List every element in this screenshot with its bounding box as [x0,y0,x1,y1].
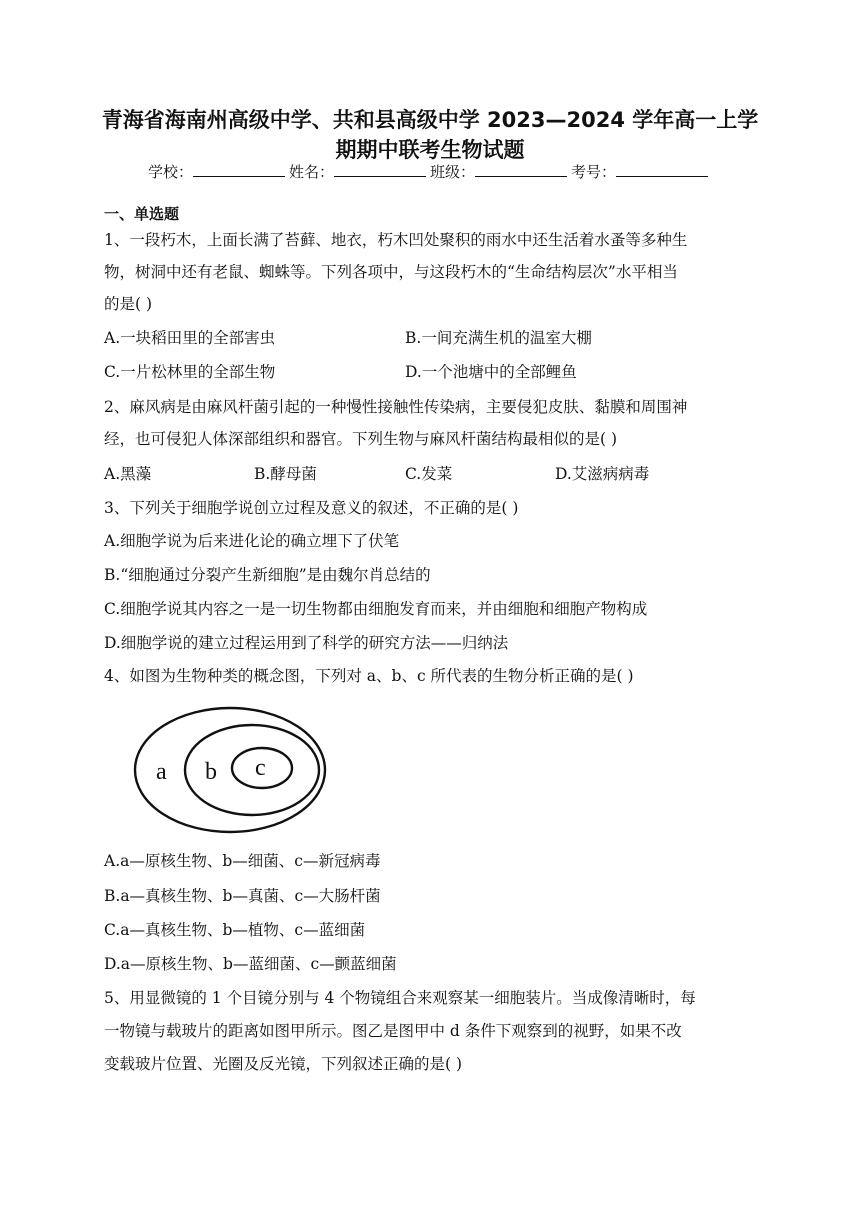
q5-stem-line2: 一物镜与载玻片的距离如图甲所示。图乙是图甲中 d 条件下观察到的视野，如果不改 [104,1022,682,1040]
number-label: 考号： [571,163,617,181]
name-label: 姓名： [288,163,334,181]
q2-stem-line2: 经，也可侵犯人体深部组织和器官。下列生物与麻风杆菌结构最相似的是( ) [104,430,618,448]
q5-stem-line3: 变载玻片位置、光圈及反光镜，下列叙述正确的是( ) [104,1055,463,1073]
q3-option-a: A.细胞学说为后来进化论的确立埋下了伏笔 [104,532,400,550]
q2-option-b: B.酵母菌 [254,465,317,483]
school-label: 学校： [147,163,193,181]
q1-stem-line3: 的是( ) [104,295,153,313]
q3-stem-line1: 3、下列关于细胞学说创立过程及意义的叙述，不正确的是( ) [104,499,519,517]
q1-option-b: B.一间充满生机的温室大棚 [405,329,592,347]
name-blank[interactable] [334,161,426,177]
q2-option-a: A.黑藻 [104,465,152,483]
class-label: 班级： [430,163,476,181]
label-a: a [156,759,167,785]
q4-option-c: C.a—真核生物、b—植物、c—蓝细菌 [104,921,366,939]
q2-option-c: C.发菜 [405,465,453,483]
school-blank[interactable] [193,161,285,177]
class-blank[interactable] [475,161,567,177]
q3-option-d: D.细胞学说的建立过程运用到了科学的研究方法——归纳法 [104,634,509,652]
number-blank[interactable] [616,161,708,177]
q5-stem-line1: 5、用显微镜的 1 个目镜分别与 4 个物镜组合来观察某一细胞装片。当成像清晰时，每 [104,989,696,1007]
q1-stem-line1: 1、一段朽木，上面长满了苔藓、地衣，朽木凹处聚积的雨水中还生活着水蚤等多种生 [104,231,688,249]
q1-option-a: A.一块稻田里的全部害虫 [104,329,276,347]
q4-option-a: A.a—原核生物、b—细菌、c—新冠病毒 [104,852,381,870]
section-title: 一、单选题 [104,205,180,223]
exam-title-line2: 期期中联考生物试题 [335,138,525,162]
label-b: b [205,759,217,785]
q3-option-c: C.细胞学说其内容之一是一切生物都由细胞发育而来，并由细胞和细胞产物构成 [104,600,648,618]
q4-option-b: B.a—真核生物、b—真菌、c—大肠杆菌 [104,887,381,905]
q1-option-c: C.一片松林里的全部生物 [104,363,276,381]
q1-option-d: D.一个池塘中的全部鲤鱼 [405,363,577,381]
student-info-row [0,160,860,184]
q4-stem-line1: 4、如图为生物种类的概念图，下列对 a、b、c 所代表的生物分析正确的是( ) [104,667,634,685]
q2-stem-line1: 2、麻风病是由麻风杆菌引起的一种慢性接触性传染病，主要侵犯皮肤、黏膜和周围神 [104,398,688,416]
label-c: c [255,755,266,781]
q2-option-d: D.艾滋病病毒 [555,465,650,483]
q4-option-d: D.a—原核生物、b—蓝细菌、c—颤蓝细菌 [104,955,397,973]
q3-option-b: B.“细胞通过分裂产生新细胞”是由魏尔肖总结的 [104,566,431,584]
concept-diagram [130,700,340,840]
q1-stem-line2: 物，树洞中还有老鼠、蜘蛛等。下列各项中，与这段朽木的“生命结构层次”水平相当 [104,263,678,281]
exam-title-line1: 青海省海南州高级中学、共和县高级中学 2023—2024 学年高一上学 [101,108,759,132]
